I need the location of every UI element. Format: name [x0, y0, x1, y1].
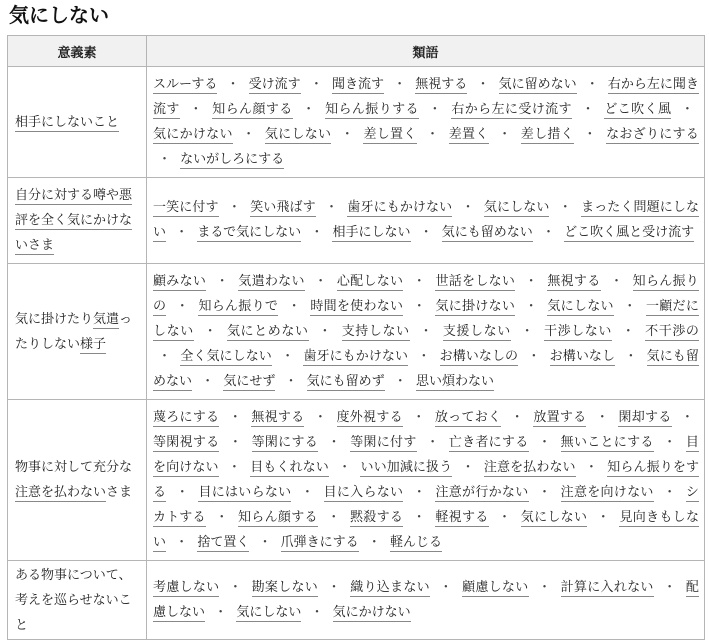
synonym-link[interactable]: 相手にしない	[332, 225, 411, 240]
meaning-cell	[8, 400, 147, 561]
separator-dot: ・	[476, 76, 490, 92]
meaning-text: 物事に対して充分な	[15, 460, 133, 475]
separator-dot: ・	[609, 273, 624, 289]
synonym-link[interactable]: 注意が行かない	[435, 484, 529, 500]
synonym-link[interactable]: なおざりにする	[606, 126, 699, 142]
separator-dot: ・	[393, 76, 407, 92]
separator-dot: ・	[158, 348, 172, 364]
separator-dot: ・	[175, 534, 189, 550]
separator-dot: ・	[300, 484, 315, 500]
separator-dot: ・	[520, 323, 535, 339]
separator-dot: ・	[327, 434, 341, 450]
synonym-link[interactable]: 知らん振りの	[153, 273, 699, 314]
meaning-text: ったりしない	[15, 311, 133, 352]
synonym-link[interactable]: 歯牙にもかけない	[303, 348, 409, 364]
meaning-text: さま	[106, 485, 133, 500]
separator-dot: ・	[175, 225, 189, 240]
thesaurus-table	[7, 35, 705, 640]
header-words: 類語	[147, 36, 705, 67]
synonym-link[interactable]: 気にも留めない	[153, 348, 699, 389]
synonym-link[interactable]: まるで気にしない	[197, 225, 302, 240]
synonym-link[interactable]: 右から左に受け流す	[451, 101, 572, 117]
synonym-link[interactable]: 注意を向けない	[560, 484, 654, 500]
separator-dot: ・	[558, 200, 572, 215]
separator-dot: ・	[158, 151, 172, 167]
separator-dot: ・	[461, 200, 475, 215]
synonym-link[interactable]: 一顧だにしない	[153, 298, 699, 339]
separator-dot: ・	[583, 126, 597, 142]
synonym-link[interactable]: どこ吹く風	[604, 101, 672, 117]
synonym-link[interactable]: 放置する	[533, 409, 587, 425]
separator-dot: ・	[537, 579, 552, 595]
separator-dot: ・	[203, 323, 218, 339]
synonym-cell	[147, 67, 705, 178]
meaning-cell	[8, 178, 147, 264]
separator-dot: ・	[215, 273, 229, 289]
synonym-cell	[147, 400, 705, 561]
synonym-link[interactable]: シカトする	[153, 484, 699, 525]
synonym-link[interactable]: 笑い飛ばす	[250, 200, 316, 215]
synonym-link[interactable]: 時間を使わない	[310, 298, 404, 314]
table-row	[8, 178, 705, 264]
synonym-link[interactable]: 黙殺する	[349, 509, 404, 525]
synonym-link[interactable]: 世話をしない	[435, 273, 516, 289]
synonym-link[interactable]: 歯牙にもかけない	[347, 200, 453, 215]
table-header-row	[8, 36, 705, 67]
meaning-link[interactable]: 注意を払わない	[15, 485, 107, 500]
synonym-link[interactable]: 気にしない	[264, 126, 332, 142]
table-row	[8, 561, 705, 640]
synonym-link[interactable]: 右から左に聞き流す	[153, 76, 699, 117]
separator-dot: ・	[621, 323, 636, 339]
meaning-link[interactable]: 気遣	[93, 311, 120, 327]
separator-dot: ・	[228, 409, 242, 425]
synonym-link[interactable]: 気にかけない	[332, 604, 411, 620]
separator-dot: ・	[242, 126, 256, 142]
synonym-link[interactable]: 見向きもしない	[153, 509, 699, 550]
separator-dot: ・	[340, 126, 355, 142]
synonym-link[interactable]: 不干渉の	[645, 323, 699, 339]
separator-dot: ・	[309, 76, 323, 92]
separator-dot: ・	[227, 459, 241, 475]
table-row	[8, 400, 705, 561]
synonym-link[interactable]: スルーする	[153, 76, 218, 92]
synonym-link[interactable]: どこ吹く風と受け流す	[564, 225, 695, 240]
synonym-link[interactable]: 目にはいらない	[198, 484, 292, 500]
separator-dot: ・	[412, 298, 427, 314]
separator-dot: ・	[201, 373, 215, 389]
separator-dot: ・	[663, 484, 677, 500]
synonym-link[interactable]: 気に留めない	[498, 76, 577, 92]
synonym-link[interactable]: 目を向けない	[153, 434, 699, 475]
separator-dot: ・	[663, 434, 677, 450]
separator-dot: ・	[318, 323, 332, 339]
separator-dot: ・	[524, 273, 538, 289]
synonym-link[interactable]: 無視する	[251, 409, 305, 425]
synonym-link[interactable]: 気に掛けない	[435, 298, 516, 314]
synonym-link[interactable]: 差置く	[448, 126, 489, 142]
synonym-link[interactable]: 思い煩わない	[415, 373, 494, 389]
separator-dot: ・	[461, 459, 475, 475]
separator-dot: ・	[189, 101, 203, 117]
separator-dot: ・	[595, 409, 610, 425]
separator-dot: ・	[419, 323, 434, 339]
synonym-link[interactable]: 気にしない	[483, 200, 550, 215]
separator-dot: ・	[228, 579, 243, 595]
synonym-link[interactable]: 干渉しない	[543, 323, 612, 339]
synonym-link[interactable]: 差し置く	[363, 126, 417, 142]
synonym-link[interactable]: 知らん顔する	[212, 101, 293, 117]
separator-dot: ・	[541, 225, 555, 240]
separator-dot: ・	[498, 509, 512, 525]
synonym-cell	[147, 561, 705, 640]
separator-dot: ・	[228, 434, 243, 450]
separator-dot: ・	[338, 459, 352, 475]
separator-dot: ・	[680, 101, 694, 117]
synonym-link[interactable]: ないがしろにする	[180, 151, 285, 167]
synonym-link[interactable]: 等閑に付す	[350, 434, 417, 450]
synonym-cell	[147, 178, 705, 264]
meaning-link[interactable]: 様子	[80, 336, 107, 352]
synonym-link[interactable]: 無視する	[547, 273, 601, 289]
synonym-cell	[147, 264, 705, 400]
synonym-link[interactable]: 全く気にしない	[180, 348, 272, 364]
synonym-link[interactable]: 顧慮しない	[462, 579, 529, 595]
synonym-link[interactable]: 軽視する	[435, 509, 489, 525]
separator-dot: ・	[585, 76, 599, 92]
meaning-text: 気に掛けたり	[15, 311, 94, 327]
synonym-link[interactable]: 目もくれない	[250, 459, 329, 475]
synonym-link[interactable]: 配慮しない	[153, 579, 699, 620]
synonym-link[interactable]: 無視する	[415, 76, 468, 92]
separator-dot: ・	[412, 409, 426, 425]
synonym-link[interactable]: 等閑にする	[251, 434, 319, 450]
separator-dot: ・	[393, 373, 407, 389]
synonym-link[interactable]: 気にせず	[223, 373, 276, 389]
synonym-link[interactable]: お構いなし	[549, 348, 616, 364]
separator-dot: ・	[680, 409, 694, 425]
table-body	[8, 67, 705, 640]
separator-dot: ・	[287, 298, 301, 314]
synonym-link[interactable]: 気にしない	[520, 509, 588, 525]
synonym-link[interactable]: お構いなしの	[439, 348, 519, 364]
separator-dot: ・	[426, 126, 440, 142]
separator-dot: ・	[412, 484, 427, 500]
synonym-link[interactable]: 知らん振りで	[198, 298, 279, 314]
separator-dot: ・	[412, 509, 426, 525]
separator-dot: ・	[581, 101, 595, 117]
meaning-cell	[8, 561, 147, 640]
separator-dot: ・	[584, 459, 599, 475]
separator-dot: ・	[258, 534, 272, 550]
synonym-link[interactable]: 差し措く	[520, 126, 574, 142]
separator-dot: ・	[367, 534, 381, 550]
synonym-link[interactable]: 亡き者にする	[448, 434, 529, 450]
synonym-link[interactable]: 気遣わない	[238, 273, 305, 289]
separator-dot: ・	[310, 225, 324, 240]
synonym-link[interactable]: 顧みない	[153, 273, 207, 289]
separator-dot: ・	[310, 604, 324, 620]
meaning-cell	[8, 264, 147, 400]
synonym-link[interactable]: 目に入らない	[323, 484, 404, 500]
separator-dot: ・	[281, 348, 295, 364]
meaning-text: ある物事について、考えを巡らせないこと	[15, 567, 132, 633]
synonym-link[interactable]: 捨て置く	[197, 534, 250, 550]
synonym-link[interactable]: 軽んじる	[389, 534, 442, 550]
separator-dot: ・	[284, 373, 298, 389]
separator-dot: ・	[537, 484, 552, 500]
synonym-link[interactable]: 知らん振りをする	[153, 459, 699, 500]
separator-dot: ・	[510, 409, 524, 425]
separator-dot: ・	[428, 101, 442, 117]
separator-dot: ・	[325, 200, 339, 215]
separator-dot: ・	[314, 273, 328, 289]
synonym-link[interactable]: いい加減に扱う	[360, 459, 453, 475]
synonym-link[interactable]: 支持しない	[341, 323, 410, 339]
synonym-link[interactable]: 蔑ろにする	[153, 409, 220, 425]
synonym-link[interactable]: 爪弾きにする	[280, 534, 359, 550]
separator-dot: ・	[215, 509, 229, 525]
separator-dot: ・	[214, 604, 228, 620]
synonym-link[interactable]: 支援しない	[442, 323, 511, 339]
meaning-cell	[8, 67, 147, 178]
separator-dot: ・	[426, 434, 440, 450]
separator-dot: ・	[327, 579, 341, 595]
synonym-link[interactable]: 度外視する	[336, 409, 403, 425]
synonym-link[interactable]: 気にしない	[236, 604, 302, 620]
separator-dot: ・	[313, 409, 328, 425]
table-row	[8, 67, 705, 178]
synonym-link[interactable]: 知らん振りする	[325, 101, 419, 117]
separator-dot: ・	[327, 509, 341, 525]
synonym-link[interactable]: 織り込まない	[350, 579, 430, 595]
separator-dot: ・	[175, 298, 190, 314]
separator-dot: ・	[663, 579, 677, 595]
synonym-link[interactable]: 聞き流す	[331, 76, 384, 92]
separator-dot: ・	[624, 348, 638, 364]
separator-dot: ・	[227, 200, 241, 215]
table-row	[8, 264, 705, 400]
page-title: 気にしない	[9, 3, 109, 27]
synonym-link[interactable]: 計算に入れない	[560, 579, 654, 595]
separator-dot: ・	[417, 348, 431, 364]
separator-dot: ・	[419, 225, 433, 240]
synonym-link[interactable]: 気にかけない	[153, 126, 233, 142]
separator-dot: ・	[175, 484, 190, 500]
synonym-link[interactable]: 放っておく	[434, 409, 502, 425]
synonym-link[interactable]: 考慮しない	[153, 579, 220, 595]
synonym-link[interactable]: 気にも留めず	[306, 373, 385, 389]
synonym-link[interactable]: 気にしない	[547, 298, 614, 314]
separator-dot: ・	[537, 434, 552, 450]
synonym-link[interactable]: まったく問題にしない	[153, 200, 699, 240]
synonym-link[interactable]: 一笑に付す	[153, 200, 219, 215]
synonym-link[interactable]: 受け流す	[248, 76, 301, 92]
synonym-link[interactable]: 気にとめない	[226, 323, 309, 339]
separator-dot: ・	[596, 509, 611, 525]
separator-dot: ・	[412, 273, 427, 289]
separator-dot: ・	[498, 126, 512, 142]
separator-dot: ・	[524, 298, 538, 314]
synonym-link[interactable]: 閑却する	[618, 409, 672, 425]
synonym-link[interactable]: 無いことにする	[560, 434, 654, 450]
synonym-link[interactable]: 心配しない	[336, 273, 404, 289]
meaning-link[interactable]: 自分に対する噂や悪評を全く気にかけないさま	[15, 188, 133, 253]
separator-dot: ・	[439, 579, 453, 595]
meaning-link[interactable]: 相手にしないこと	[15, 114, 120, 130]
synonym-link[interactable]: 気にも留めない	[441, 225, 533, 240]
separator-dot: ・	[527, 348, 541, 364]
separator-dot: ・	[623, 298, 637, 314]
separator-dot: ・	[226, 76, 240, 92]
synonym-link[interactable]: 知らん顔する	[238, 509, 318, 525]
separator-dot: ・	[302, 101, 316, 117]
synonym-link[interactable]: 注意を払わない	[483, 459, 576, 475]
header-meaning: 意義素	[8, 36, 147, 67]
synonym-link[interactable]: 勘案しない	[251, 579, 319, 595]
synonym-link[interactable]: 等閑視する	[153, 434, 220, 450]
